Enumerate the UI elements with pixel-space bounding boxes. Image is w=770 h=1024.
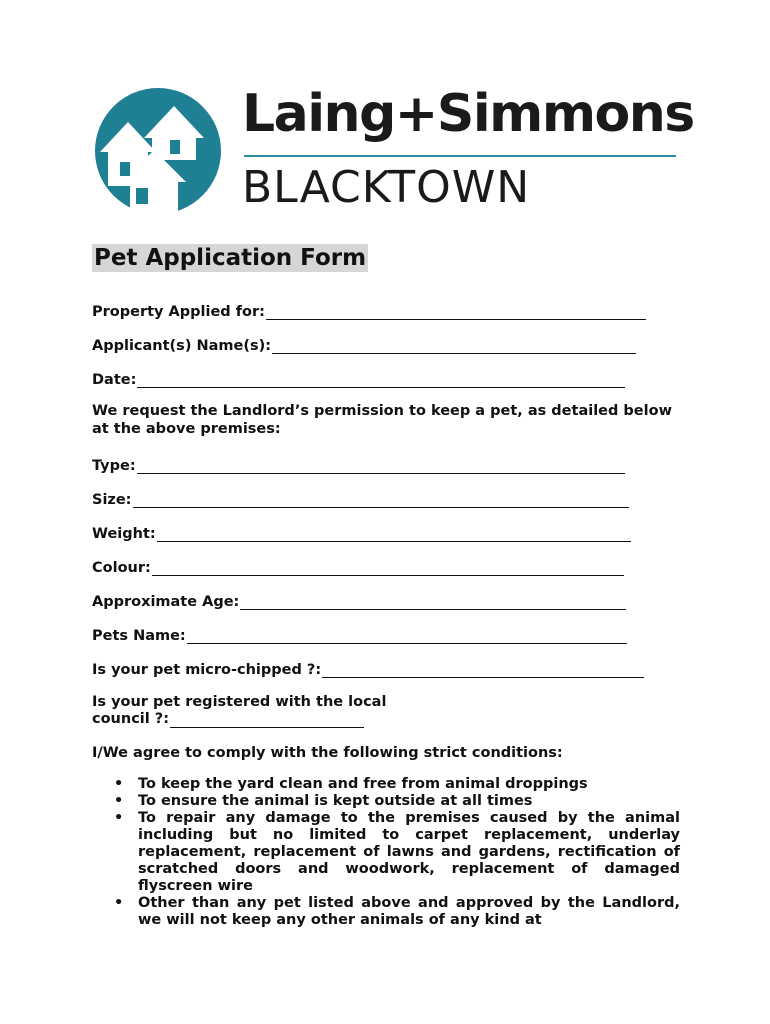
- request-text: We request the Landlord’s permission to keep a pet, as detailed below at the above premises:: [92, 403, 672, 437]
- size-input-line[interactable]: [133, 493, 629, 508]
- brand-divider: [244, 155, 676, 157]
- property-label: Property Applied for:: [92, 304, 265, 320]
- type-field: [92, 454, 680, 474]
- agree-text: I/We agree to comply with the following strict conditions:: [92, 745, 563, 761]
- type-input-line[interactable]: [137, 459, 625, 474]
- brand-name: Laing+Simmons: [242, 84, 694, 144]
- size-field: [92, 488, 680, 508]
- pet-name-input-line[interactable]: [187, 629, 627, 644]
- bullet-icon: •: [114, 810, 124, 826]
- pet-name-label: Pets Name:: [92, 628, 186, 644]
- condition-text: To repair any damage to the premises caused by the animal including but no limited to carpet replacement, underlay replacement, replacement of lawns and gardens, rectification of scratched doors and woodwork, replacement of damaged flyscreen wire: [138, 810, 680, 894]
- condition-text: To ensure the animal is kept outside at all times: [138, 793, 533, 809]
- condition-text: To keep the yard clean and free from animal droppings: [138, 776, 588, 792]
- date-input-line[interactable]: [137, 373, 625, 388]
- condition-item: [114, 793, 680, 810]
- form-title: Pet Application Form: [94, 245, 367, 271]
- age-input-line[interactable]: [240, 595, 626, 610]
- condition-item: [114, 810, 680, 895]
- weight-label: Weight:: [92, 526, 156, 542]
- applicants-label: Applicant(s) Name(s):: [92, 338, 272, 354]
- registered-field: [92, 694, 680, 728]
- property-field: [92, 300, 680, 320]
- condition-item: [114, 895, 680, 929]
- house-logo-icon: [92, 88, 224, 214]
- microchipped-label: Is your pet micro-chipped ?:: [92, 662, 322, 678]
- property-input-line[interactable]: [266, 305, 646, 320]
- registered-input-line[interactable]: [170, 713, 364, 728]
- colour-label: Colour:: [92, 560, 151, 576]
- form-body: [92, 300, 680, 929]
- date-label: Date:: [92, 372, 137, 388]
- microchipped-input-line[interactable]: [322, 663, 644, 678]
- bullet-icon: •: [114, 895, 124, 911]
- bullet-icon: •: [114, 793, 124, 809]
- date-field: [92, 368, 680, 388]
- bullet-icon: •: [114, 776, 124, 792]
- registered-label-line1: Is your pet registered with the local: [92, 694, 387, 710]
- weight-input-line[interactable]: [157, 527, 631, 542]
- colour-field: [92, 556, 680, 576]
- weight-field: [92, 522, 680, 542]
- applicants-field: [92, 334, 680, 354]
- age-field: [92, 590, 680, 610]
- applicants-input-line[interactable]: [272, 339, 636, 354]
- registered-label-line2: council ?:: [92, 711, 169, 727]
- colour-input-line[interactable]: [152, 561, 624, 576]
- size-label: Size:: [92, 492, 132, 508]
- microchipped-field: [92, 658, 680, 678]
- brand-office: BLACKTOWN: [242, 162, 531, 213]
- company-logo: [92, 84, 694, 218]
- conditions-list: [92, 776, 680, 929]
- condition-item: [114, 776, 680, 793]
- pet-name-field: [92, 624, 680, 644]
- age-label: Approximate Age:: [92, 594, 240, 610]
- condition-text: Other than any pet listed above and approved by the Landlord, we will not keep any other animals of any kind at: [138, 895, 680, 928]
- type-label: Type:: [92, 458, 136, 474]
